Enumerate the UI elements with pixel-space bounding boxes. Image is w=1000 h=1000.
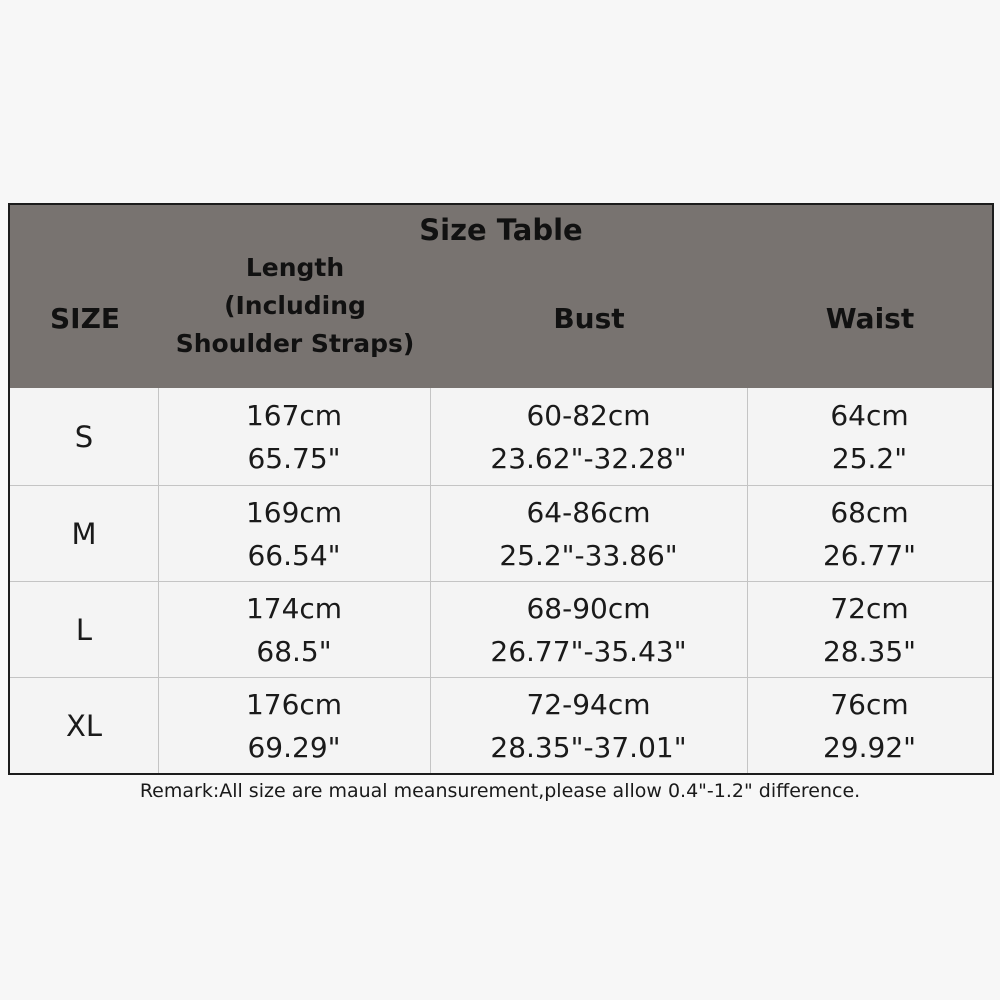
length-cell bbox=[158, 486, 430, 582]
bust-cell bbox=[430, 389, 747, 485]
bust-cm: 64-86cm bbox=[526, 496, 651, 529]
waist-in: 29.92" bbox=[822, 731, 917, 764]
bust-in: 26.77"-35.43" bbox=[490, 635, 687, 668]
size-label: M bbox=[71, 516, 97, 551]
waist-cell bbox=[747, 582, 992, 678]
length-cm: 169cm bbox=[245, 496, 343, 529]
length-in: 68.5" bbox=[256, 635, 332, 668]
waist-in: 25.2" bbox=[831, 442, 908, 475]
header-bust: Bust bbox=[553, 302, 625, 335]
bust-cm: 72-94cm bbox=[526, 688, 651, 721]
length-in: 69.29" bbox=[247, 731, 341, 764]
waist-cm: 68cm bbox=[830, 496, 909, 529]
bust-cm: 60-82cm bbox=[526, 399, 651, 432]
bust-cell bbox=[430, 486, 747, 582]
length-cell bbox=[158, 678, 430, 774]
bust-in: 28.35"-37.01" bbox=[490, 731, 687, 764]
header-length-line-1: Length bbox=[245, 253, 345, 282]
length-cm: 167cm bbox=[245, 399, 343, 432]
waist-cell bbox=[747, 678, 992, 774]
waist-cm: 72cm bbox=[830, 592, 909, 625]
waist-cm: 64cm bbox=[830, 399, 909, 432]
header-length bbox=[160, 249, 430, 363]
size-label: XL bbox=[65, 708, 103, 743]
waist-cm: 76cm bbox=[830, 688, 909, 721]
size-label: L bbox=[75, 612, 93, 647]
size-cell bbox=[10, 486, 158, 582]
table-header bbox=[10, 205, 992, 388]
length-in: 66.54" bbox=[247, 539, 341, 572]
table-row bbox=[10, 486, 992, 582]
bust-in: 25.2"-33.86" bbox=[499, 539, 678, 572]
header-waist: Waist bbox=[825, 302, 915, 335]
bust-cell bbox=[430, 582, 747, 678]
table-row bbox=[10, 582, 992, 678]
length-in: 65.75" bbox=[247, 442, 341, 475]
header-size: SIZE bbox=[49, 302, 120, 335]
bust-in: 23.62"-32.28" bbox=[490, 442, 687, 475]
header-length-line-3: Shoulder Straps) bbox=[175, 329, 415, 358]
size-table bbox=[8, 203, 994, 775]
remark-note: Remark:All size are maual meansurement,please allow 0.4"-1.2" difference. bbox=[139, 780, 861, 802]
length-cell bbox=[158, 582, 430, 678]
waist-cell bbox=[747, 389, 992, 485]
waist-cell bbox=[747, 486, 992, 582]
table-row bbox=[10, 389, 992, 485]
length-cell bbox=[158, 389, 430, 485]
bust-cell bbox=[430, 678, 747, 774]
waist-in: 26.77" bbox=[822, 539, 917, 572]
table-title: Size Table bbox=[419, 213, 583, 247]
size-cell bbox=[10, 582, 158, 678]
waist-in: 28.35" bbox=[822, 635, 917, 668]
bust-cm: 68-90cm bbox=[526, 592, 651, 625]
table-row bbox=[10, 678, 992, 774]
header-length-line-2: (Including bbox=[224, 291, 366, 320]
length-cm: 176cm bbox=[245, 688, 343, 721]
size-cell bbox=[10, 678, 158, 774]
size-label: S bbox=[74, 419, 94, 454]
size-cell bbox=[10, 389, 158, 485]
length-cm: 174cm bbox=[245, 592, 343, 625]
